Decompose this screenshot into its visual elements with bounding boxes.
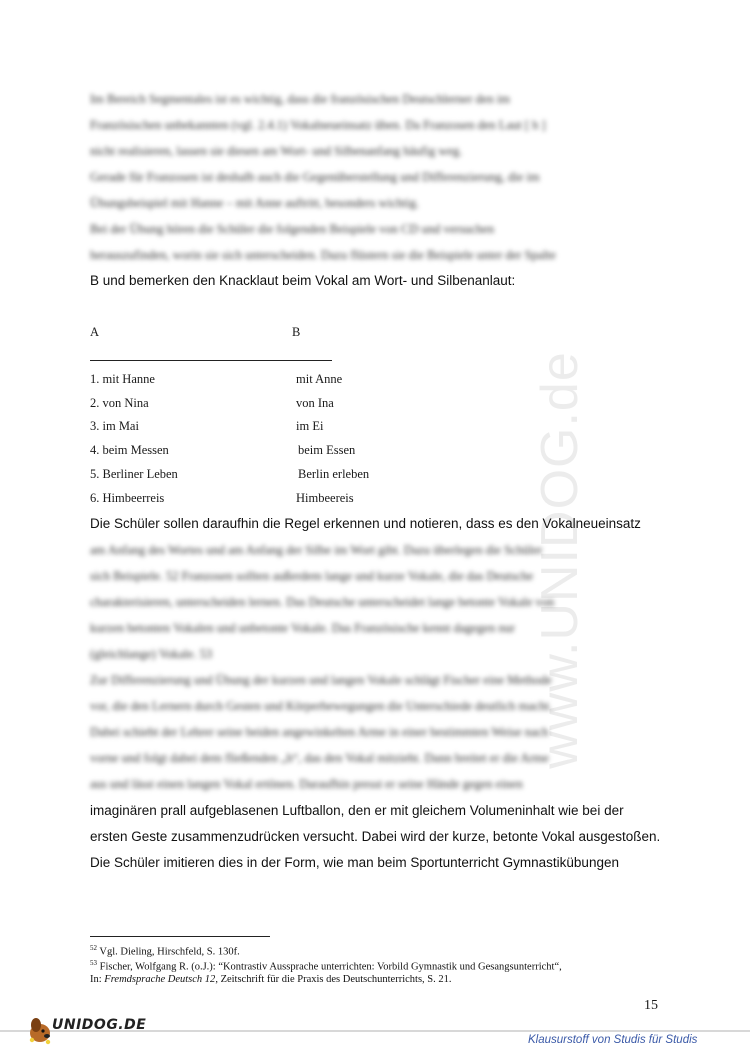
example-a: 1. mit Hanne (90, 372, 155, 386)
blurred-line: nicht realisieren, lassen sie diesen am Wort- und Silbenanfang häufig weg. (90, 144, 463, 158)
blurred-line: vorne und folgt dabei dem fließenden „h“, das den Vokal mitzieht. Dann breitet er die Arme (90, 751, 549, 765)
body-line: ersten Geste zusammenzudrücken versucht. Dabei wird der kurze, betonte Vokal ausgestoßen. (90, 829, 661, 844)
blurred-line: Gerade für Franzosen ist deshalb auch die Gegenüberstellung und Differenzierung, die im (90, 170, 540, 184)
footnote-suffix: , Zeitschrift für die Praxis des Deutschunterrichts, S. 21. (215, 974, 452, 985)
blurred-line: Zur Differenzierung und Übung der kurzen und langen Vokale schlägt Fischer eine Methode (90, 673, 552, 687)
example-b: von Ina (296, 396, 334, 410)
example-a: 3. im Mai (90, 419, 139, 433)
footnote-text: Vgl. Dieling, Hirschfeld, S. 130f. (97, 946, 240, 958)
footnote-text: Fischer, Wolfgang R. (o.J.): “Kontrastiv Aussprache unterrichten: Vorbild Gymnastik und Gesangsunterricht“, (97, 961, 562, 973)
blurred-line: Im Bereich Segmentales ist es wichtig, dass die französischen Deutschlerner den im (90, 92, 511, 106)
blurred-line: (gleichlange) Vokale. 53 (90, 647, 213, 661)
logo-text: UNIDOG.DE (52, 1017, 147, 1033)
blurred-line: Übungsbeispiel mit Hanne – mit Anne auftritt, besonders wichtig. (90, 196, 420, 210)
example-b: mit Anne (296, 372, 343, 386)
example-a: 4. beim Messen (90, 443, 169, 457)
column-b-header: B (292, 325, 301, 339)
table-rule (90, 360, 332, 361)
column-a-header: A (90, 325, 100, 339)
example-b: Himbeereis (296, 491, 354, 505)
footnote-rule (90, 936, 270, 937)
page-number: 15 (644, 998, 658, 1013)
blurred-line: vor, die den Lernern durch Gesten und Körperbewegungen die Unterschiede deutlich macht. (90, 699, 553, 713)
example-b: beim Essen (298, 443, 356, 457)
blurred-line: kurzen betonten Vokalen und unbetonte Vokale. Das Französische kennt dagegen nur (90, 621, 516, 635)
blurred-line: herauszufinden, worin sie sich unterscheiden. Dazu flüstern sie die Beispiele unter der Spalte (90, 248, 556, 262)
blurred-line: Bei der Übung hören die Schüler die folgenden Beispiele von CD und versuchen (90, 222, 495, 236)
footnote-journal-title: Fremdsprache Deutsch 12 (104, 974, 216, 985)
example-b: Berlin erleben (298, 467, 370, 481)
body-line: imaginären prall aufgeblasenen Luftballon, den er mit gleichem Volumeninhalt wie bei der (90, 803, 624, 818)
footnote-number: 52 (90, 944, 97, 952)
watermark: www.UNIDOG.de (531, 351, 589, 769)
blurred-line: Französischen unbekannten (vgl. 2.4.1) Vokalneueinsatz üben. Da Franzosen den Laut [ h ] (90, 118, 546, 132)
example-a: 2. von Nina (90, 396, 149, 410)
body-line: Die Schüler imitieren dies in der Form, wie man beim Sportunterricht Gymnastikübungen (90, 855, 619, 870)
example-b: im Ei (296, 419, 324, 433)
footnote-prefix: In: (90, 974, 105, 985)
footnote-53-continuation (90, 974, 452, 985)
footnote-52 (90, 944, 240, 958)
blurred-line: aus und lässt einen langen Vokal ertönen. Daraufhin presst er seine Hände gegen einen (90, 777, 523, 791)
intro-line: B und bemerken den Knacklaut beim Vokal am Wort- und Silbenanlaut: (90, 273, 516, 288)
example-a: 5. Berliner Leben (90, 467, 178, 481)
blurred-line: Dabei schiebt der Lehrer seine beiden angewinkelten Arme in einer bestimmten Weise nach (90, 725, 549, 739)
blurred-line: charakterisieren, unterscheiden lernen. Das Deutsche unterscheidet lange betonte Vokale von (90, 595, 555, 609)
rule-line: Die Schüler sollen daraufhin die Regel erkennen und notieren, dass es den Vokalneueinsatz (90, 516, 641, 531)
footnote-number: 53 (90, 959, 97, 967)
blurred-line: sich Beispiele. 52 Franzosen sollten außerdem lange und kurze Vokale, die das Deutsche (90, 569, 534, 583)
blurred-line: am Anfang des Wortes und am Anfang der Silbe im Wort gibt. Dazu überlegen die Schüler (90, 543, 543, 557)
footnote-53 (90, 959, 562, 973)
footer-tagline: Klausurstoff von Studis für Studis (528, 1034, 698, 1046)
example-a: 6. Himbeerreis (90, 491, 165, 505)
